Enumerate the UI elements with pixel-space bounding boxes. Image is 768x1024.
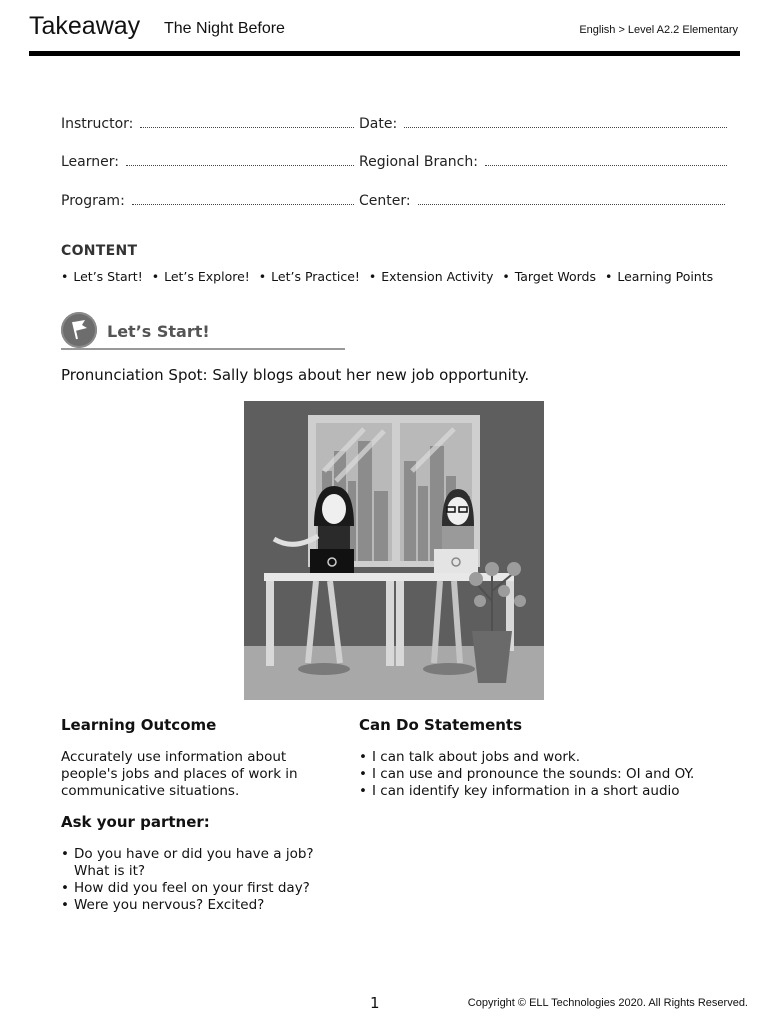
date-label: Date: — [359, 116, 398, 132]
center-line[interactable] — [418, 192, 725, 205]
ask-partner-heading: Ask your partner: — [61, 813, 210, 831]
regional-branch-line[interactable] — [485, 153, 727, 166]
content-item[interactable]: Let’s Explore! — [164, 269, 250, 284]
section-badge — [61, 312, 97, 348]
header-rule — [29, 51, 740, 56]
program-field[interactable] — [61, 192, 354, 209]
regional-branch-field[interactable] — [359, 153, 727, 170]
content-item[interactable]: Extension Activity — [381, 269, 494, 284]
list-item: • Do you have or did you have a job? What is it? — [61, 846, 341, 880]
content-heading: CONTENT — [61, 243, 138, 259]
learning-outcome-text: Accurately use information about people's jobs and places of work in communicative situations. — [61, 749, 298, 799]
can-do-heading: Can Do Statements — [359, 716, 523, 734]
content-list: • Let’s Start! • Let’s Explore! • Let’s Practice! • Extension Activity • Target Words • Learning Points — [61, 269, 714, 284]
list-item: • I can identify key information in a short audio — [359, 783, 744, 800]
program-label: Program: — [61, 193, 125, 209]
learner-line[interactable] — [126, 153, 354, 166]
instructor-label: Instructor: — [61, 116, 134, 132]
office-illustration — [244, 401, 544, 700]
copyright: Copyright © ELL Technologies 2020. All Rights Reserved. — [467, 997, 748, 1009]
content-item[interactable]: Learning Points — [617, 269, 714, 284]
content-item[interactable]: Let’s Start! — [73, 269, 143, 284]
learner-field[interactable] — [61, 153, 354, 170]
instructor-field[interactable] — [61, 115, 354, 132]
page-number: 1 — [370, 994, 380, 1012]
course-level: English > Level A2.2 Elementary — [579, 24, 738, 36]
date-field[interactable] — [359, 115, 727, 132]
center-label: Center: — [359, 193, 411, 209]
content-item[interactable]: Let’s Practice! — [271, 269, 360, 284]
program-line[interactable] — [132, 192, 354, 205]
center-field[interactable] — [359, 192, 725, 209]
ask-partner-list — [61, 846, 341, 914]
content-item[interactable]: Target Words — [514, 269, 596, 284]
list-item: • I can use and pronounce the sounds: OI and OY. — [359, 766, 744, 783]
instructor-line[interactable] — [140, 115, 354, 128]
section-title: Let’s Start! — [107, 322, 210, 341]
flag-icon — [61, 312, 97, 348]
lesson-title: The Night Before — [164, 20, 285, 37]
section-rule — [61, 348, 345, 350]
list-item: • I can talk about jobs and work. — [359, 749, 744, 766]
date-line[interactable] — [404, 115, 727, 128]
pronunciation-spot: Pronunciation Spot: Sally blogs about her new job opportunity. — [61, 366, 530, 384]
worksheet-title: Takeaway — [29, 12, 141, 40]
list-item: • How did you feel on your first day? — [61, 880, 341, 897]
can-do-list — [359, 749, 744, 800]
regional-branch-label: Regional Branch: — [359, 154, 478, 170]
learner-label: Learner: — [61, 154, 119, 170]
list-item: • Were you nervous? Excited? — [61, 897, 341, 914]
learning-outcome-heading: Learning Outcome — [61, 716, 217, 734]
